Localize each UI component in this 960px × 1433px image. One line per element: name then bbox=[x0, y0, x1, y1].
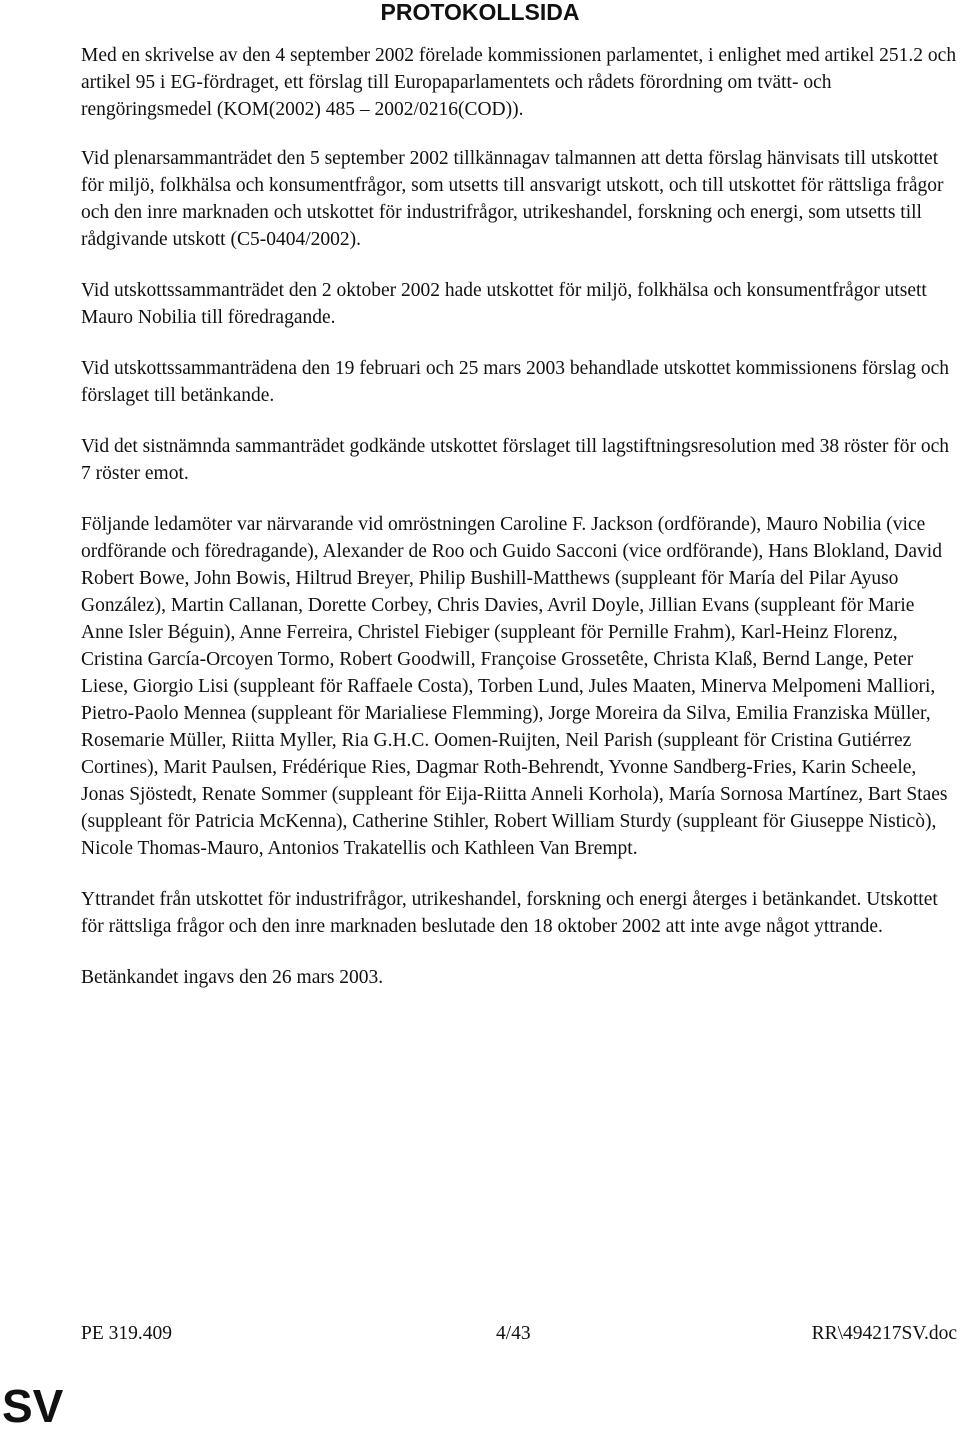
paragraph-tabled: Betänkandet ingavs den 26 mars 2003. bbox=[81, 967, 384, 988]
paragraph-rapporteur: Vid utskottssammanträdet den 2 oktober 2002 hade utskottet för miljö, folkhälsa och konsumentfrågor utsett Mauro Nobilia till föredragande. bbox=[81, 280, 927, 328]
page-title: PROTOKOLLSIDA bbox=[380, 0, 580, 25]
footer-file-name: RR\494217SV.doc bbox=[811, 1323, 957, 1344]
paragraph-members-present: Följande ledamöter var närvarande vid omröstningen Caroline F. Jackson (ordförande), Mauro Nobilia (vice ordförande och föredragande), Alexander de Roo och Guido Sacconi (vice ordförande), Hans Blokland, David Robert Bowe, John Bowis, Hiltrud Breyer, Philip Bushill-Matthews (suppleant för María del Pilar Ayuso González), Martin Callanan, Dorette Corbey, Chris Davies, Avril Doyle, Jillian Evans (suppleant för Marie Anne Isler Béguin), Anne Ferreira, Christel Fiebiger (suppleant för Pernille Frahm), Karl-Heinz Florenz, Cristina García-Orcoyen Tormo, Robert Goodwill, Françoise Grossetête, Christa Klaß, Bernd Lange, Peter Liese, Giorgio Lisi (suppleant för Raffaele Costa), Torben Lund, Jules Maaten, Minerva Melpomeni Malliori, Pietro-Paolo Mennea (suppleant för Marialiese Flemming), Jorge Moreira da Silva, Emilia Franziska Müller, Rosemarie Müller, Riitta Myller, Ria G.H.C. Oomen-Ruijten, Neil Parish (suppleant för Cristina Gutiérrez Cortines), Marit Paulsen, Frédérique Ries, Dagmar Roth-Behrendt, Yvonne Sandberg-Fries, Karin Scheele, Jonas Sjöstedt, Renate Sommer (suppleant för Eija-Riitta Anneli Korhola), María Sornosa Martínez, Bart Staes (suppleant för Patricia McKenna), Catherine Stihler, Robert William Sturdy (suppleant för Giuseppe Nisticò), Nicole Thomas-Mauro, Antonios Trakatellis och Kathleen Van Brempt. bbox=[81, 514, 948, 859]
page-footer bbox=[81, 1322, 957, 1346]
footer-reference: PE 319.409 bbox=[81, 1323, 173, 1344]
paragraph-consideration: Vid utskottssammanträdena den 19 februari och 25 mars 2003 behandlade utskottet kommissionens förslag och förslaget till betänkande. bbox=[81, 358, 950, 406]
footer-page-number: 4/43 bbox=[496, 1323, 531, 1344]
language-code: SV bbox=[2, 1380, 64, 1432]
document-body bbox=[81, 42, 957, 1015]
paragraph-vote: Vid det sistnämnda sammanträdet godkände utskottet förslaget till lagstiftningsresolution med 38 röster för och 7 röster emot. bbox=[81, 436, 950, 484]
paragraph-opinions: Yttrandet från utskottet för industrifrågor, utrikeshandel, forskning och energi återges i betänkandet. Utskottet för rättsliga frågor och den inre marknaden beslutade den 18 oktober 2002 att inte avge något yttrande. bbox=[81, 889, 938, 937]
paragraph-submission: Med en skrivelse av den 4 september 2002 förelade kommissionen parlamentet, i enlighet med artikel 251.2 och artikel 95 i EG-fördraget, ett förslag till Europaparlamentets och rådets förordning om tvätt- och rengöringsmedel (KOM(2002) 485 – 2002/0216(COD)). bbox=[81, 45, 957, 120]
paragraph-referral: Vid plenarsammanträdet den 5 september 2002 tillkännagav talmannen att detta förslag hänvisats till utskottet för miljö, folkhälsa och konsumentfrågor, som utsetts till ansvarigt utskott, och till utskottet för rättsliga frågor och den inre marknaden och utskottet för industrifrågor, utrikeshandel, forskning och energi, som utsetts till rådgivande utskott (C5-0404/2002). bbox=[81, 148, 944, 250]
